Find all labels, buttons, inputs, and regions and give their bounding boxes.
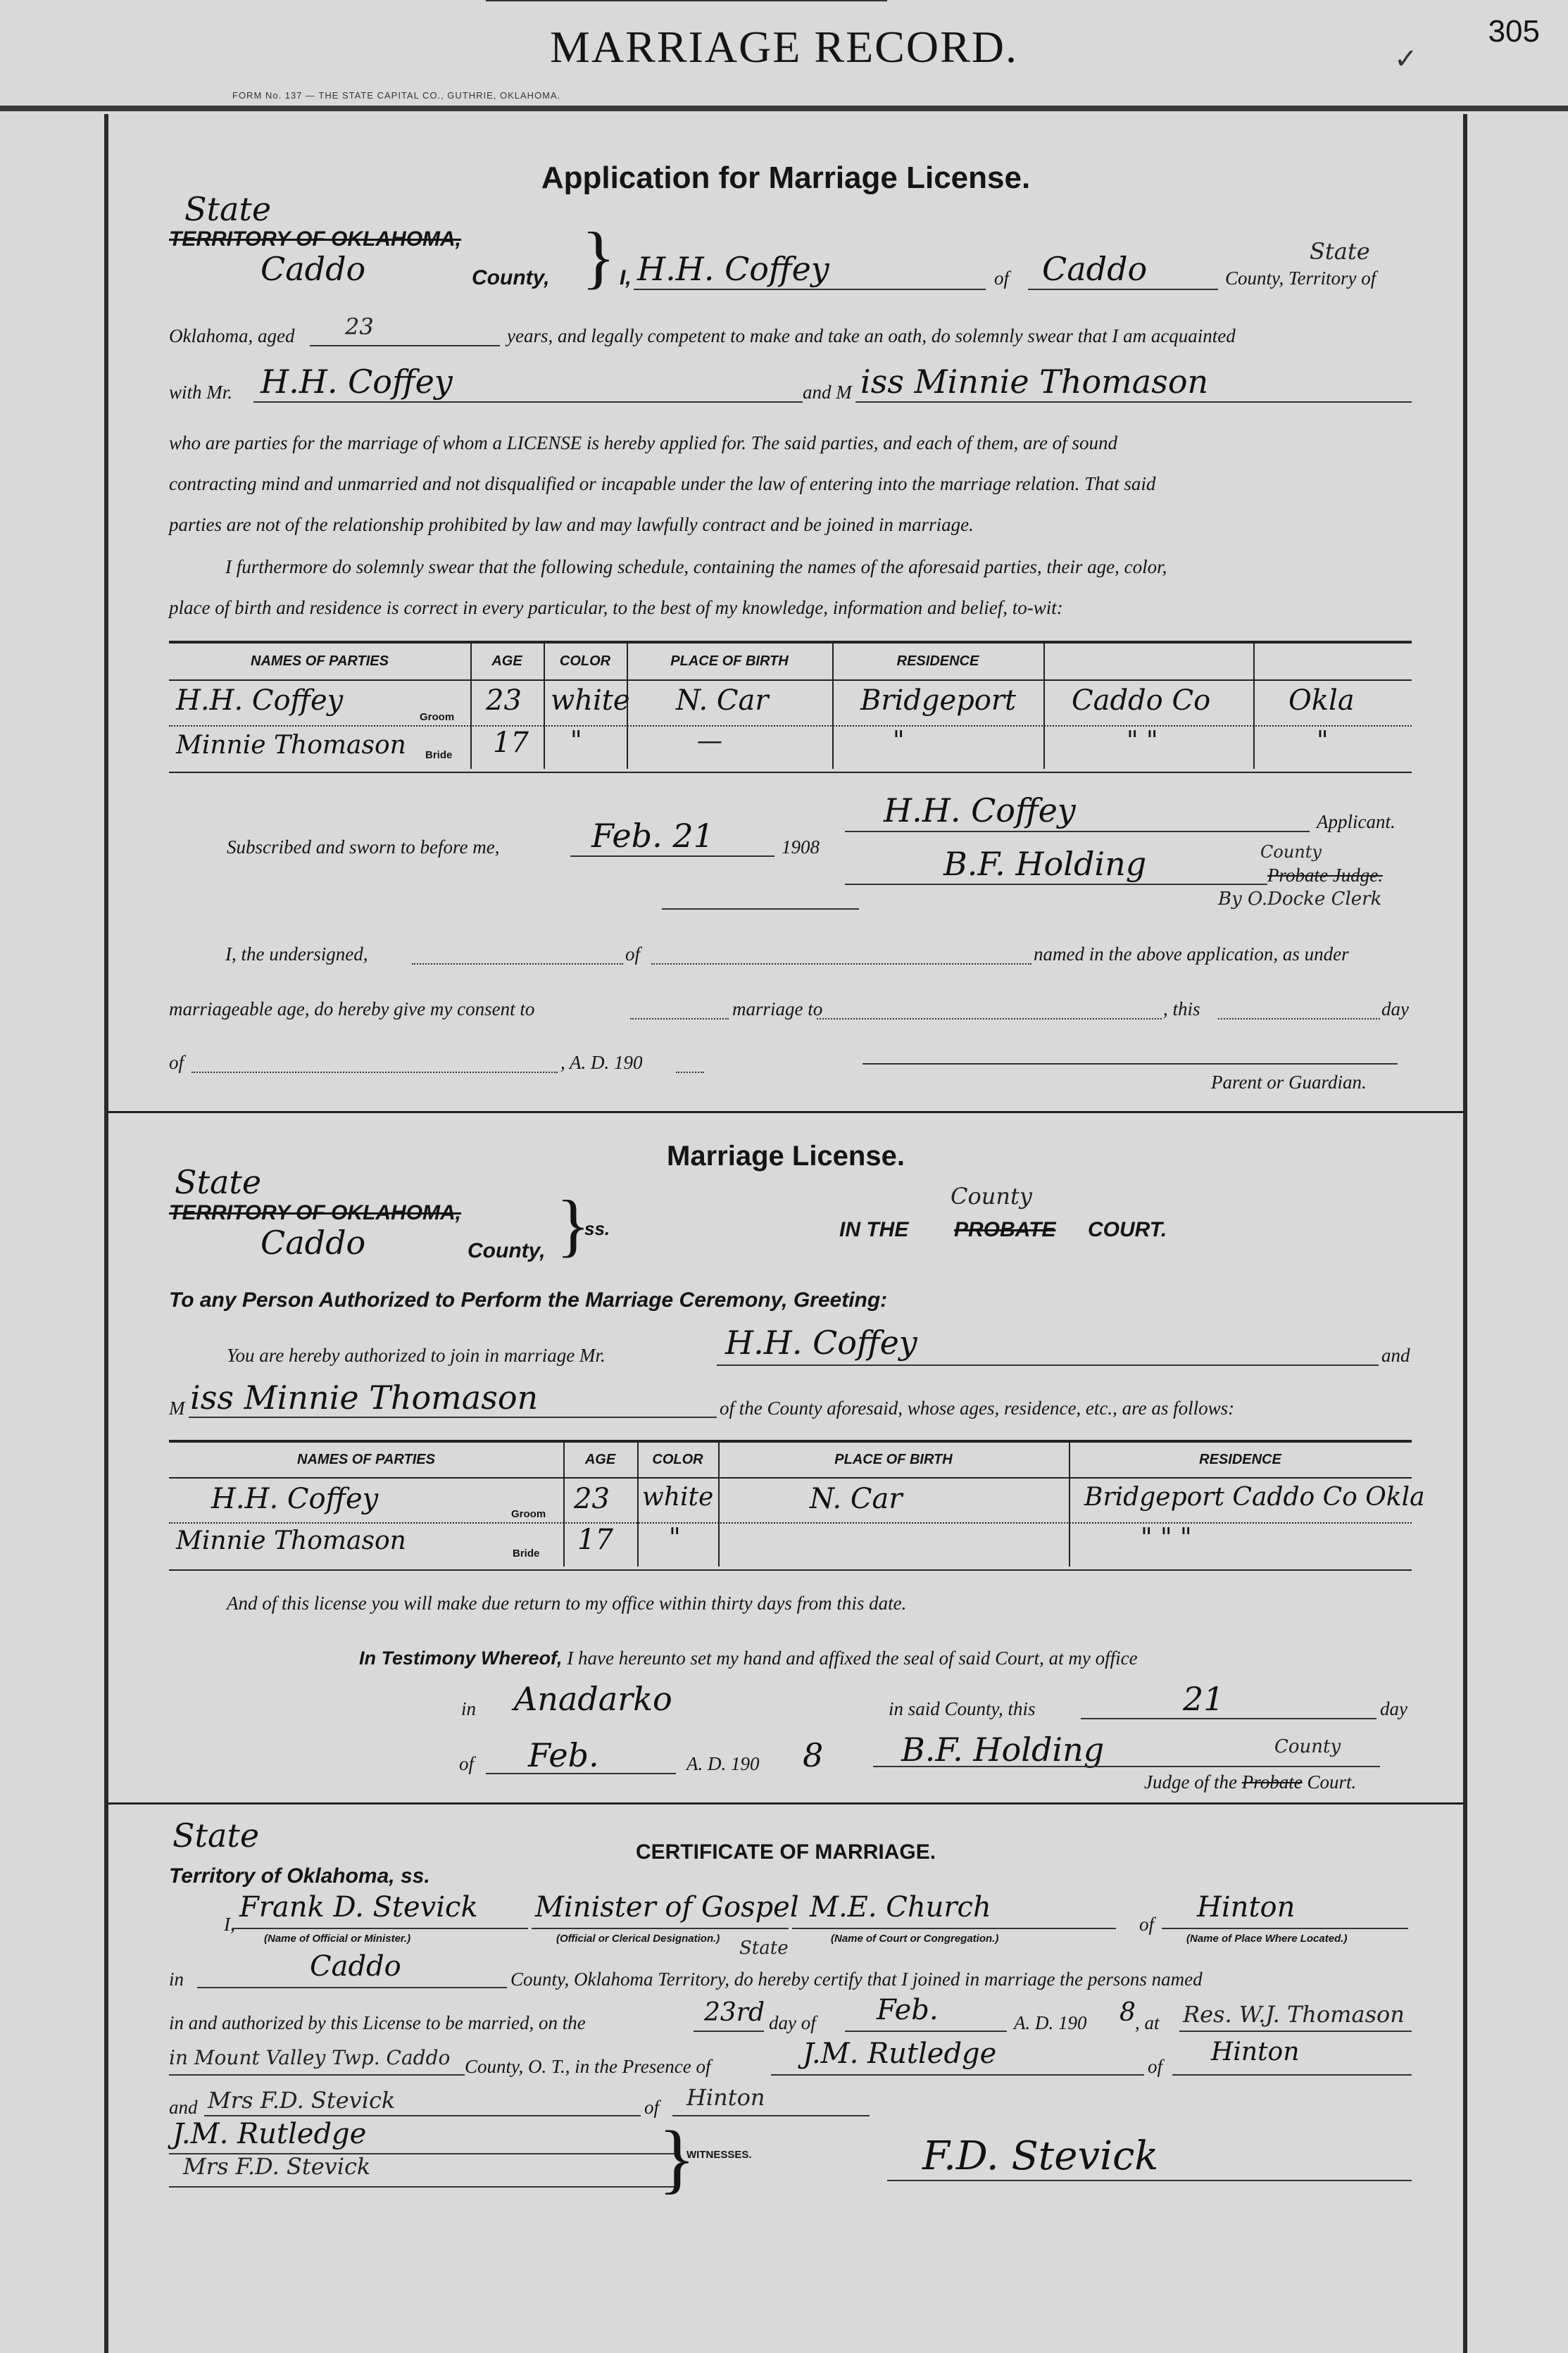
lic-testimony [359, 1648, 1138, 1669]
lic-brace: } [556, 1186, 590, 1264]
lic-day-line [1081, 1718, 1376, 1719]
app-table-col-line [1043, 644, 1045, 769]
app-state-correction: State [184, 190, 272, 228]
section-divider [108, 1802, 1463, 1805]
lic-groom-line [717, 1364, 1379, 1366]
lic-day-label: day [1380, 1698, 1407, 1719]
cert-authorized: in and authorized by this License to be married, on the [169, 2012, 586, 2033]
lic-probate [954, 1218, 1055, 1242]
app-groom-name: H.H. Coffey [261, 363, 453, 401]
cert-witnesses-label: WITNESSES. [686, 2149, 752, 2161]
app-i-label: I, [620, 266, 632, 289]
app-and-m: and M [803, 382, 852, 403]
consent-line [651, 963, 1031, 965]
app-judge-signature: B.F. Holding [943, 845, 1147, 883]
cert-witness2: Mrs F.D. Stevick [208, 2087, 396, 2114]
certificate-title: CERTIFICATE OF MARRIAGE. [635, 1840, 936, 1864]
lic-in-label: in [461, 1698, 477, 1719]
lic-th-names: NAMES OF PARTIES [297, 1452, 435, 1467]
parent-sig-line [863, 1063, 1398, 1065]
cert-witness2-place-line [672, 2115, 870, 2116]
app-of-county-line [1028, 289, 1218, 290]
cert-witness1: J.M. Rutledge [803, 2038, 997, 2070]
consent-line [192, 1072, 558, 1073]
app-judge-sig-line [845, 884, 1267, 885]
lic-row-groom-res: Bridgeport Caddo Co Okla [1084, 1483, 1425, 1512]
app-county-correction: County [1260, 842, 1322, 862]
cert-month: Feb. [877, 1994, 939, 2026]
lic-month-line [486, 1773, 676, 1774]
cert-at: , at [1135, 2012, 1160, 2033]
consent-day: day [1381, 998, 1409, 1019]
consent-ad: , A. D. 190 [560, 1052, 643, 1073]
app-table-col-line [1253, 644, 1255, 769]
cert-county-ot: County, O. T., in the Presence of [465, 2056, 711, 2077]
app-applicant-name: H.H. Coffey [637, 250, 829, 288]
page-title: MARRIAGE RECORD. [550, 22, 1018, 72]
cert-day-of: day of [769, 2012, 816, 2033]
lic-bride-name: iss Minnie Thomason [190, 1379, 539, 1417]
lic-th-color: COLOR [652, 1452, 703, 1467]
lic-in-the: IN THE [839, 1218, 909, 1241]
app-para1-l2: contracting mind and unmarried and not disqualified or incapable under the law of entering into the marriage relation. That said [169, 473, 1156, 494]
lic-territory [169, 1201, 461, 1225]
app-th-color: COLOR [559, 653, 611, 669]
cert-witness-brace: } [658, 2115, 696, 2201]
cert-day-line [694, 2031, 764, 2032]
app-probate-judge [1267, 865, 1383, 886]
lic-county-correction2: County [1274, 1736, 1341, 1757]
cert-territory: Territory of Oklahoma, ss. [169, 1864, 430, 1888]
app-table-row-rule [169, 725, 1412, 727]
cert-witness2-place: Hinton [686, 2084, 765, 2111]
cert-township-line [169, 2074, 465, 2076]
lic-place: Anadarko [514, 1680, 672, 1718]
lic-place-line [486, 0, 887, 1]
lic-row-groom-role: Groom [511, 1508, 546, 1520]
cert-designation: Minister of Gospel [535, 1891, 799, 1924]
lic-ss: ss. [584, 1218, 610, 1239]
app-age: 23 [345, 313, 374, 340]
app-th-age: AGE [491, 653, 522, 669]
app-territory [169, 227, 461, 251]
lic-th-residence: RESIDENCE [1199, 1452, 1281, 1467]
lic-row-groom-birth: N. Car [810, 1483, 903, 1515]
app-row-groom-age: 23 [486, 684, 522, 717]
lic-county-correction: County [951, 1183, 1032, 1210]
lic-row-bride-age: 17 [577, 1524, 613, 1556]
app-row-bride-age: 17 [493, 727, 529, 759]
cert-of2: of [644, 2097, 660, 2118]
consent-this: , this [1163, 998, 1200, 1019]
lic-table-row-rule [169, 1522, 1412, 1524]
app-of-county: Caddo [1042, 250, 1148, 288]
lic-month: Feb. [528, 1736, 599, 1774]
cert-official: Frank D. Stevick [239, 1891, 478, 1924]
lic-row-bride-name: Minnie Thomason [176, 1526, 406, 1555]
cert-officiant-signature: F.D. Stevick [922, 2133, 1159, 2179]
top-rule [0, 106, 1568, 111]
cert-and: and [169, 2097, 198, 2118]
checkmark-icon: ✓ [1394, 43, 1418, 75]
cert-official-line [232, 1928, 528, 1929]
consent-line [676, 1072, 704, 1073]
cert-day: 23rd [704, 1998, 765, 2027]
app-para2-l1: I furthermore do solemnly swear that the following schedule, containing the names of the aforesaid parties, their age, color, [225, 556, 1167, 577]
lic-probate-text: PROBATE [954, 1218, 1056, 1241]
app-groom-line [253, 401, 803, 403]
app-row-groom-birth: N. Car [676, 684, 769, 717]
lic-day: 21 [1183, 1680, 1224, 1718]
app-sworn-year: 1908 [782, 836, 820, 858]
app-clerk-signature: By O.Docke Clerk [1218, 889, 1382, 910]
app-bride-name: iss Minnie Thomason [860, 363, 1209, 401]
app-of-label: of [994, 268, 1010, 289]
app-row-bride-res3: " [1317, 727, 1329, 755]
app-age-line [310, 345, 500, 346]
app-row-groom-res2: Caddo Co [1072, 684, 1211, 717]
app-sworn-date-line [570, 855, 774, 857]
consent-marriage-to: marriage to [732, 998, 823, 1019]
app-county-label: County, [472, 266, 550, 289]
app-county-name: Caddo [261, 250, 366, 288]
app-row-bride-color: " [570, 727, 582, 755]
cert-certify-text: County, Oklahoma Territory, do hereby certify that I joined in marriage the persons named [510, 1969, 1203, 1990]
consent-undersigned: I, the undersigned, [225, 943, 368, 965]
app-row-groom-res1: Bridgeport [860, 684, 1017, 717]
lic-court: COURT. [1088, 1218, 1167, 1241]
cert-ad: A. D. 190 [1014, 2012, 1087, 2033]
app-county-territory: County, Territory of [1225, 268, 1376, 289]
lic-county-name: Caddo [261, 1224, 366, 1262]
lic-row-groom-age: 23 [574, 1483, 610, 1515]
cert-official-caption: (Name of Official or Minister.) [264, 1933, 411, 1945]
consent-line [630, 1018, 729, 1019]
lic-th-birth: PLACE OF BIRTH [834, 1452, 953, 1467]
app-row-groom-res3: Okla [1288, 684, 1355, 717]
lic-auth-text: You are hereby authorized to join in marriage Mr. [227, 1345, 606, 1366]
lic-judge-label [1144, 1771, 1356, 1793]
lic-greeting: To any Person Authorized to Perform the Marriage Ceremony, Greeting: [169, 1288, 888, 1312]
lic-in-county-this: in said County, this [889, 1698, 1036, 1719]
cert-church: M.E. Church [810, 1891, 991, 1924]
cert-state-above: State [739, 1938, 789, 1959]
lic-of-label: of [459, 1753, 475, 1774]
app-applicant-signature: H.H. Coffey [884, 791, 1076, 829]
app-territory-text: TERRITORY OF OKLAHOMA, [169, 227, 462, 251]
cert-month-line [845, 2031, 1007, 2032]
lic-th-age: AGE [584, 1452, 616, 1467]
lic-testimony-text: I have hereunto set my hand and affixed the seal of said Court, at my office [567, 1648, 1138, 1669]
cert-place: Hinton [1197, 1891, 1296, 1924]
consent-of: of [625, 943, 641, 965]
app-brace: } [582, 218, 615, 296]
license-title: Marriage License. [667, 1141, 905, 1172]
lic-bride-line [189, 1417, 717, 1418]
lic-state-correction: State [175, 1163, 262, 1201]
app-state-above: State [1310, 238, 1370, 265]
app-probate-word: Probate Judge. [1267, 865, 1383, 886]
cert-in-township: in Mount Valley Twp. Caddo [169, 2046, 451, 2069]
lic-of-county: of the County aforesaid, whose ages, residence, etc., are as follows: [720, 1398, 1235, 1419]
consent-marriageable: marriageable age, do hereby give my consent to [169, 998, 535, 1019]
app-row-groom-name: H.H. Coffey [176, 684, 344, 717]
cert-state-correction: State [173, 1816, 260, 1855]
cert-place-caption: (Name of Place Where Located.) [1186, 1933, 1348, 1945]
app-row-bride-res1: " [893, 727, 905, 755]
lic-year: 8 [803, 1736, 824, 1774]
app-applicant-line [634, 289, 986, 290]
cert-wit-sig2-line [169, 2186, 676, 2188]
app-row-groom-color: white [551, 684, 630, 717]
cert-i-label: I, [224, 1914, 235, 1935]
app-para1-l1: who are parties for the marriage of whom a LICENSE is hereby applied for. The said parties, and each of them, are of sound [169, 432, 1117, 453]
app-th-names: NAMES OF PARTIES [251, 653, 389, 669]
lic-judge-signature: B.F. Holding [901, 1731, 1105, 1769]
cert-witness2-line [204, 2115, 641, 2116]
section-divider [108, 1111, 1463, 1113]
lic-row-bride-res: " " " [1141, 1524, 1192, 1552]
app-para2-l2: place of birth and residence is correct in every particular, to the best of my knowledge, information and belief, to-wit: [169, 597, 1063, 618]
cert-wit-sig1: J.M. Rutledge [173, 2118, 367, 2150]
lic-row-groom-name: H.H. Coffey [211, 1483, 379, 1515]
app-para1-l3: parties are not of the relationship prohibited by law and may lawfully contract and be joined in marriage. [169, 514, 974, 535]
app-table-header-rule [169, 679, 1412, 681]
cert-officiant-line [887, 2180, 1412, 2181]
lic-groom-name: H.H. Coffey [725, 1324, 917, 1362]
cert-county-line [197, 1987, 507, 1988]
cert-in-label: in [169, 1969, 184, 1990]
consent-line [1218, 1018, 1380, 1019]
app-with-mr: with Mr. [169, 382, 233, 403]
app-oklahoma-aged: Oklahoma, aged [169, 325, 295, 346]
application-title: Application for Marriage License. [541, 161, 1031, 195]
app-row-bride-birth: — [697, 727, 722, 755]
lic-court-label: Court. [1307, 1771, 1357, 1793]
cert-witness1-place-line [1172, 2074, 1412, 2076]
app-seal-line [662, 908, 859, 910]
cert-church-caption: (Name of Court or Congregation.) [831, 1933, 999, 1945]
cert-wit-sig2: Mrs F.D. Stevick [183, 2153, 371, 2180]
consent-line [817, 1018, 1162, 1019]
lic-return-text: And of this license you will make due return to my office within thirty days from this date. [227, 1593, 907, 1614]
cert-of-label: of [1139, 1914, 1155, 1935]
lic-ad: A. D. 190 [686, 1753, 760, 1774]
cert-witness1-place: Hinton [1211, 2038, 1300, 2066]
app-row-groom-role: Groom [420, 711, 455, 723]
page-number: 305 [1488, 14, 1540, 49]
lic-m: M [169, 1398, 185, 1419]
lic-table-header-rule [169, 1477, 1412, 1479]
cert-witness1-line [771, 2074, 1144, 2076]
printer-line: FORM No. 137 — THE STATE CAPITAL CO., GUTHRIE, OKLAHOMA. [232, 90, 561, 101]
app-subscribed: Subscribed and sworn to before me, [227, 836, 500, 858]
cert-church-line [792, 1928, 1116, 1929]
consent-line [412, 963, 623, 965]
lic-judge-line [873, 1766, 1380, 1767]
parent-label: Parent or Guardian. [1211, 1072, 1367, 1093]
cert-residence-line [1179, 2031, 1412, 2032]
lic-and: and [1381, 1345, 1410, 1366]
lic-row-groom-color: white [642, 1483, 714, 1512]
consent-of2: of [169, 1052, 184, 1073]
app-th-residence: RESIDENCE [896, 653, 979, 669]
lic-probate-court: Probate [1241, 1771, 1303, 1793]
lic-row-bride-role: Bride [513, 1548, 540, 1560]
cert-of1: of [1148, 2056, 1163, 2077]
lic-territory-text: TERRITORY OF OKLAHOMA, [169, 1201, 462, 1224]
lic-row-bride-color: " [669, 1524, 681, 1552]
app-th-birth: PLACE OF BIRTH [670, 653, 789, 669]
app-bride-line [855, 401, 1412, 403]
app-applicant-label: Applicant. [1317, 811, 1395, 832]
app-row-bride-name: Minnie Thomason [176, 731, 406, 760]
lic-county-label: County, [468, 1239, 546, 1262]
app-row-bride-res2: " " [1127, 727, 1158, 755]
app-applicant-sig-line [845, 831, 1310, 832]
cert-county: Caddo [310, 1950, 401, 1983]
lic-testimony-bold: In Testimony Whereof, [359, 1648, 563, 1669]
cert-place-line [1162, 1928, 1408, 1929]
cert-designation-caption: (Official or Clerical Designation.) [556, 1933, 720, 1945]
lic-judge-of: Judge of the [1144, 1771, 1237, 1793]
app-oath-text: years, and legally competent to make and take an oath, do solemnly swear that I am acquainted [507, 325, 1236, 346]
consent-named: named in the above application, as under [1034, 943, 1349, 965]
cert-year: 8 [1119, 1998, 1136, 2027]
cert-residence: Res. W.J. Thomason [1183, 2001, 1405, 2028]
app-row-bride-role: Bride [425, 749, 453, 761]
app-sworn-date: Feb. 21 [591, 817, 714, 855]
cert-designation-line [532, 1928, 789, 1929]
